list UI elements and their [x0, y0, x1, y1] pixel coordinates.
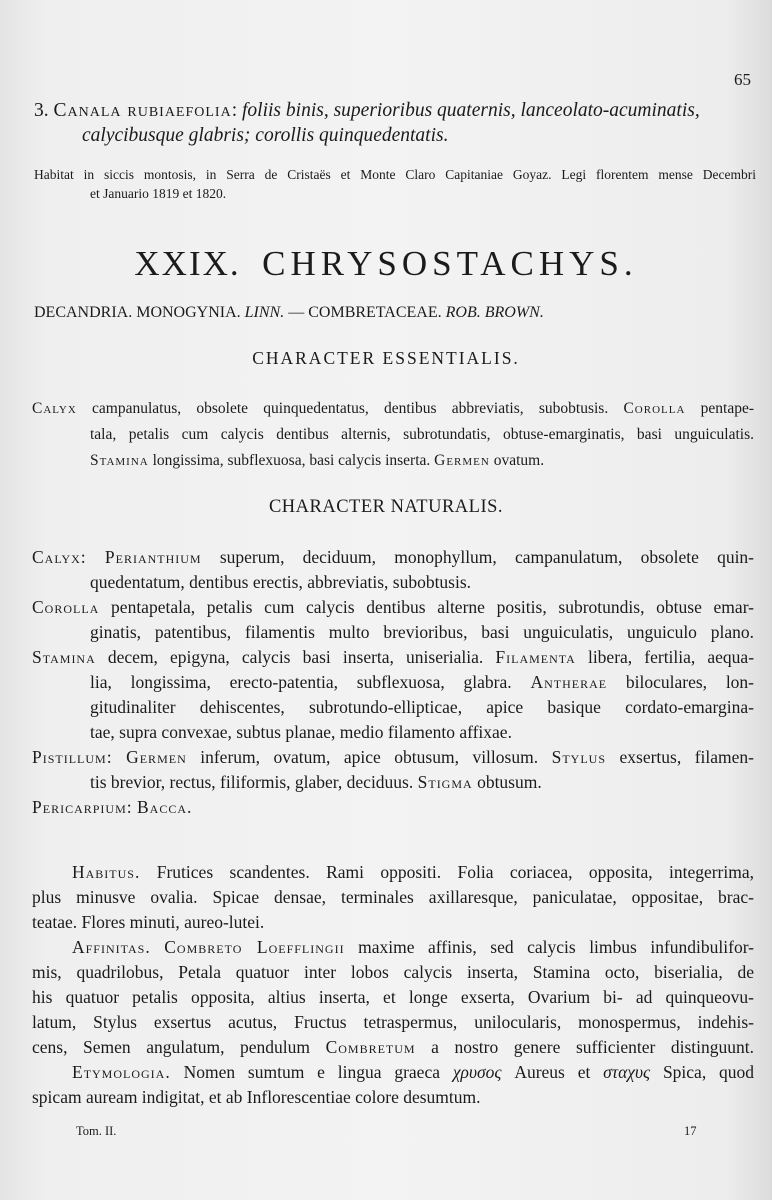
classification-dash: — [288, 304, 305, 321]
habitat-line-2: et Januario 1819 et 1820. [90, 186, 227, 201]
naturalis-corolla [32, 595, 754, 645]
greek-stachys: σταχυς [603, 1062, 651, 1082]
naturalis-pistillum-line-1 [32, 745, 754, 770]
habitat-note [34, 165, 756, 203]
naturalis-pistillum [32, 745, 754, 795]
naturalis-stamina-text-1b: libera, fertilia, aequa- [587, 647, 755, 667]
corolla-description-start: pentape- [700, 400, 755, 417]
naturalis-corolla-label: Corolla [32, 597, 100, 617]
naturalis-pistillum-line-2 [32, 770, 754, 795]
species-diagnosis-2: calycibusque glabris; corollis quinquedentatis. [82, 125, 449, 146]
combreto-loefflingii: Combreto Loefflingii [164, 937, 345, 957]
habitus-paragraph [32, 860, 754, 935]
family-name: COMBRETACEAE. [308, 304, 442, 321]
naturalis-pistillum-text-2b: obtusum. [477, 772, 542, 792]
corolla-label: Corolla [623, 400, 686, 417]
genus-numeral: XXIX. [134, 244, 241, 283]
naturalis-calyx-label: Calyx: [32, 547, 87, 567]
affinitas-text-5a: cens, Semen angulatum, pendulum [32, 1037, 310, 1057]
etymologia-text-1c: Spica, quod [662, 1062, 755, 1082]
naturalis-pistillum-text-1b: exsertus, filamen- [619, 747, 754, 767]
antherae-label: Antherae [530, 672, 608, 692]
calyx-description: campanulatus, obsolete quinquedentatus, dentibus abbreviatis, subobtusis. [92, 400, 609, 417]
naturalis-calyx-line-2: quedentatum, dentibus erectis, abbreviatis, subobtusis. [90, 572, 472, 592]
germen-description: ovatum. [493, 452, 545, 469]
naturalis-pericarpium [32, 795, 754, 820]
germen-label: Germen [434, 452, 490, 469]
etymologia-line-1 [32, 1060, 754, 1085]
naturalis-calyx [32, 545, 754, 595]
affinitas-line-4: latum, Stylus exsertus acutus, Fructus tetraspermus, unilocularis, monospermus, indehis- [32, 1012, 754, 1032]
essentialis-line-1 [32, 396, 754, 422]
affinitas-paragraph [32, 935, 754, 1060]
naturalis-germen-label: Germen [126, 747, 187, 767]
calyx-label: Calyx [32, 400, 77, 417]
etymologia-paragraph [32, 1060, 754, 1110]
affinitas-line-1 [32, 935, 754, 960]
naturalis-stamina-line-1 [32, 645, 754, 670]
species-diagnosis-1: foliis binis, superioribus quaternis, lanceolato-acuminatis, [242, 100, 700, 121]
filamenta-label: Filamenta [495, 647, 576, 667]
pericarpium-value: Bacca. [136, 797, 193, 817]
character-essentialis-text [32, 396, 754, 474]
page-number: 65 [734, 70, 751, 89]
naturalis-calyx-line-1 [32, 545, 754, 570]
affinitas-text-5b: a nostro genere sufficienter distinguunt. [431, 1037, 755, 1057]
pericarpium-label: Pericarpium: [32, 797, 133, 817]
stigma-label: Stigma [417, 772, 473, 792]
naturalis-stamina-label: Stamina [32, 647, 96, 667]
pistillum-label: Pistillum: [32, 747, 113, 767]
naturalis-stamina-line-2 [32, 670, 754, 695]
essentialis-line-3 [32, 448, 754, 474]
habitat-line-1: Habitat in siccis montosis, in Serra de Cristaës et Monte Claro Capitaniae Goyaz. Legi florentem mense Decembri [34, 167, 756, 182]
character-naturalis-text [32, 545, 754, 820]
linnean-author: LINN. [244, 304, 285, 321]
footer-signature: 17 [684, 1124, 697, 1138]
footer-volume: Tom. II. [76, 1124, 117, 1138]
perianthium-label: Perianthium [104, 547, 202, 567]
genus-title [0, 244, 772, 284]
heading-character-essentialis: CHARACTER ESSENTIALIS. [252, 348, 520, 368]
species-line-1: 3. Canala rubiaefolia: foliis binis, superioribus quaternis, lanceolato-acuminatis, [34, 100, 700, 121]
affinitas-text-1: maxime affinis, sed calycis limbus infundibulifor- [358, 937, 755, 957]
etymologia-label: Etymologia. [72, 1062, 171, 1082]
naturalis-stamina-line-3: gitudinaliter dehiscentes, subrotundo-ellipticae, apice basique cordato-emargina- [90, 697, 754, 717]
naturalis-stamina [32, 645, 754, 745]
heading-character-naturalis: CHARACTER NATURALIS. [268, 497, 504, 517]
naturalis-pistillum-text-1a: inferum, ovatum, apice obtusum, villosum. [200, 747, 539, 767]
habitus-line-3: teatae. Flores minuti, aureo-lutei. [32, 912, 265, 932]
affinitas-line-3: his quatuor petalis opposita, altius inserta, et longe exserta, Ovarium bi- ad quinqueovu- [32, 987, 754, 1007]
affinitas-label: Affinitas. [72, 937, 151, 957]
classification-line [34, 304, 754, 322]
habitus-text-1: Frutices scandentes. Rami oppositi. Folia coriacea, opposita, integerrima, [156, 862, 755, 882]
observations-section [32, 860, 754, 1110]
naturalis-pericarpium-line [32, 795, 754, 820]
naturalis-stamina-text-2a: lia, longissima, erecto-patentia, subflexuosa, glabra. [90, 672, 512, 692]
etymologia-text-1b: Aureus et [514, 1062, 591, 1082]
affinitas-line-2: mis, quadrilobus, Petala quatuor inter lobos calycis inserta, Stamina octo, biserialia, de [32, 962, 754, 982]
combretum-label: Combretum [325, 1037, 416, 1057]
naturalis-corolla-line-2: ginatis, patentibus, filamentis multo brevioribus, basi unguiculatis, unguiculo plano. [90, 622, 754, 642]
essentialis-line-2: tala, petalis cum calycis dentibus alternis, subrotundatis, obtuse-emarginatis, basi unguiculatis. [90, 426, 754, 443]
species-name: Canala rubiaefolia [53, 100, 232, 121]
species-entry [34, 98, 754, 148]
habitus-label: Habitus. [72, 862, 141, 882]
naturalis-pistillum-text-2a: tis brevior, rectus, filiformis, glaber, deciduus. [90, 772, 414, 792]
linnean-class: DECANDRIA. MONOGYNIA. [34, 304, 241, 321]
stamina-label: Stamina [90, 452, 149, 469]
species-number: 3. [34, 100, 49, 121]
affinitas-line-5 [32, 1035, 754, 1060]
naturalis-corolla-line-1 [32, 595, 754, 620]
etymologia-line-2: spicam auream indigitat, et ab Inflorescentiae colore desumtum. [32, 1087, 481, 1107]
stylus-label: Stylus [551, 747, 606, 767]
habitus-line-2: plus minusve ovalia. Spicae densae, terminales axillaresque, paniculatae, oppositae, brac- [32, 887, 754, 907]
naturalis-calyx-text-1: superum, deciduum, monophyllum, campanulatum, obsolete quin- [219, 547, 755, 567]
genus-name: CHRYSOSTACHYS. [262, 244, 638, 283]
etymologia-text-1a: Nomen sumtum e lingua graeca [183, 1062, 440, 1082]
naturalis-stamina-text-2b: biloculares, lon- [625, 672, 755, 692]
greek-chrysos: χρυσος [452, 1062, 502, 1082]
family-author: ROB. BROWN. [445, 304, 544, 321]
naturalis-stamina-line-4: tae, supra convexae, subtus planae, medio filamento affixae. [90, 722, 512, 742]
habitus-line-1 [32, 860, 754, 885]
naturalis-stamina-text-1a: decem, epigyna, calycis basi inserta, uniserialia. [107, 647, 484, 667]
naturalis-corolla-text-1: pentapetala, petalis cum calycis dentibus alterne positis, subrotundis, obtuse emar- [111, 597, 754, 617]
stamina-description: longissima, subflexuosa, basi calycis inserta. [152, 452, 431, 469]
